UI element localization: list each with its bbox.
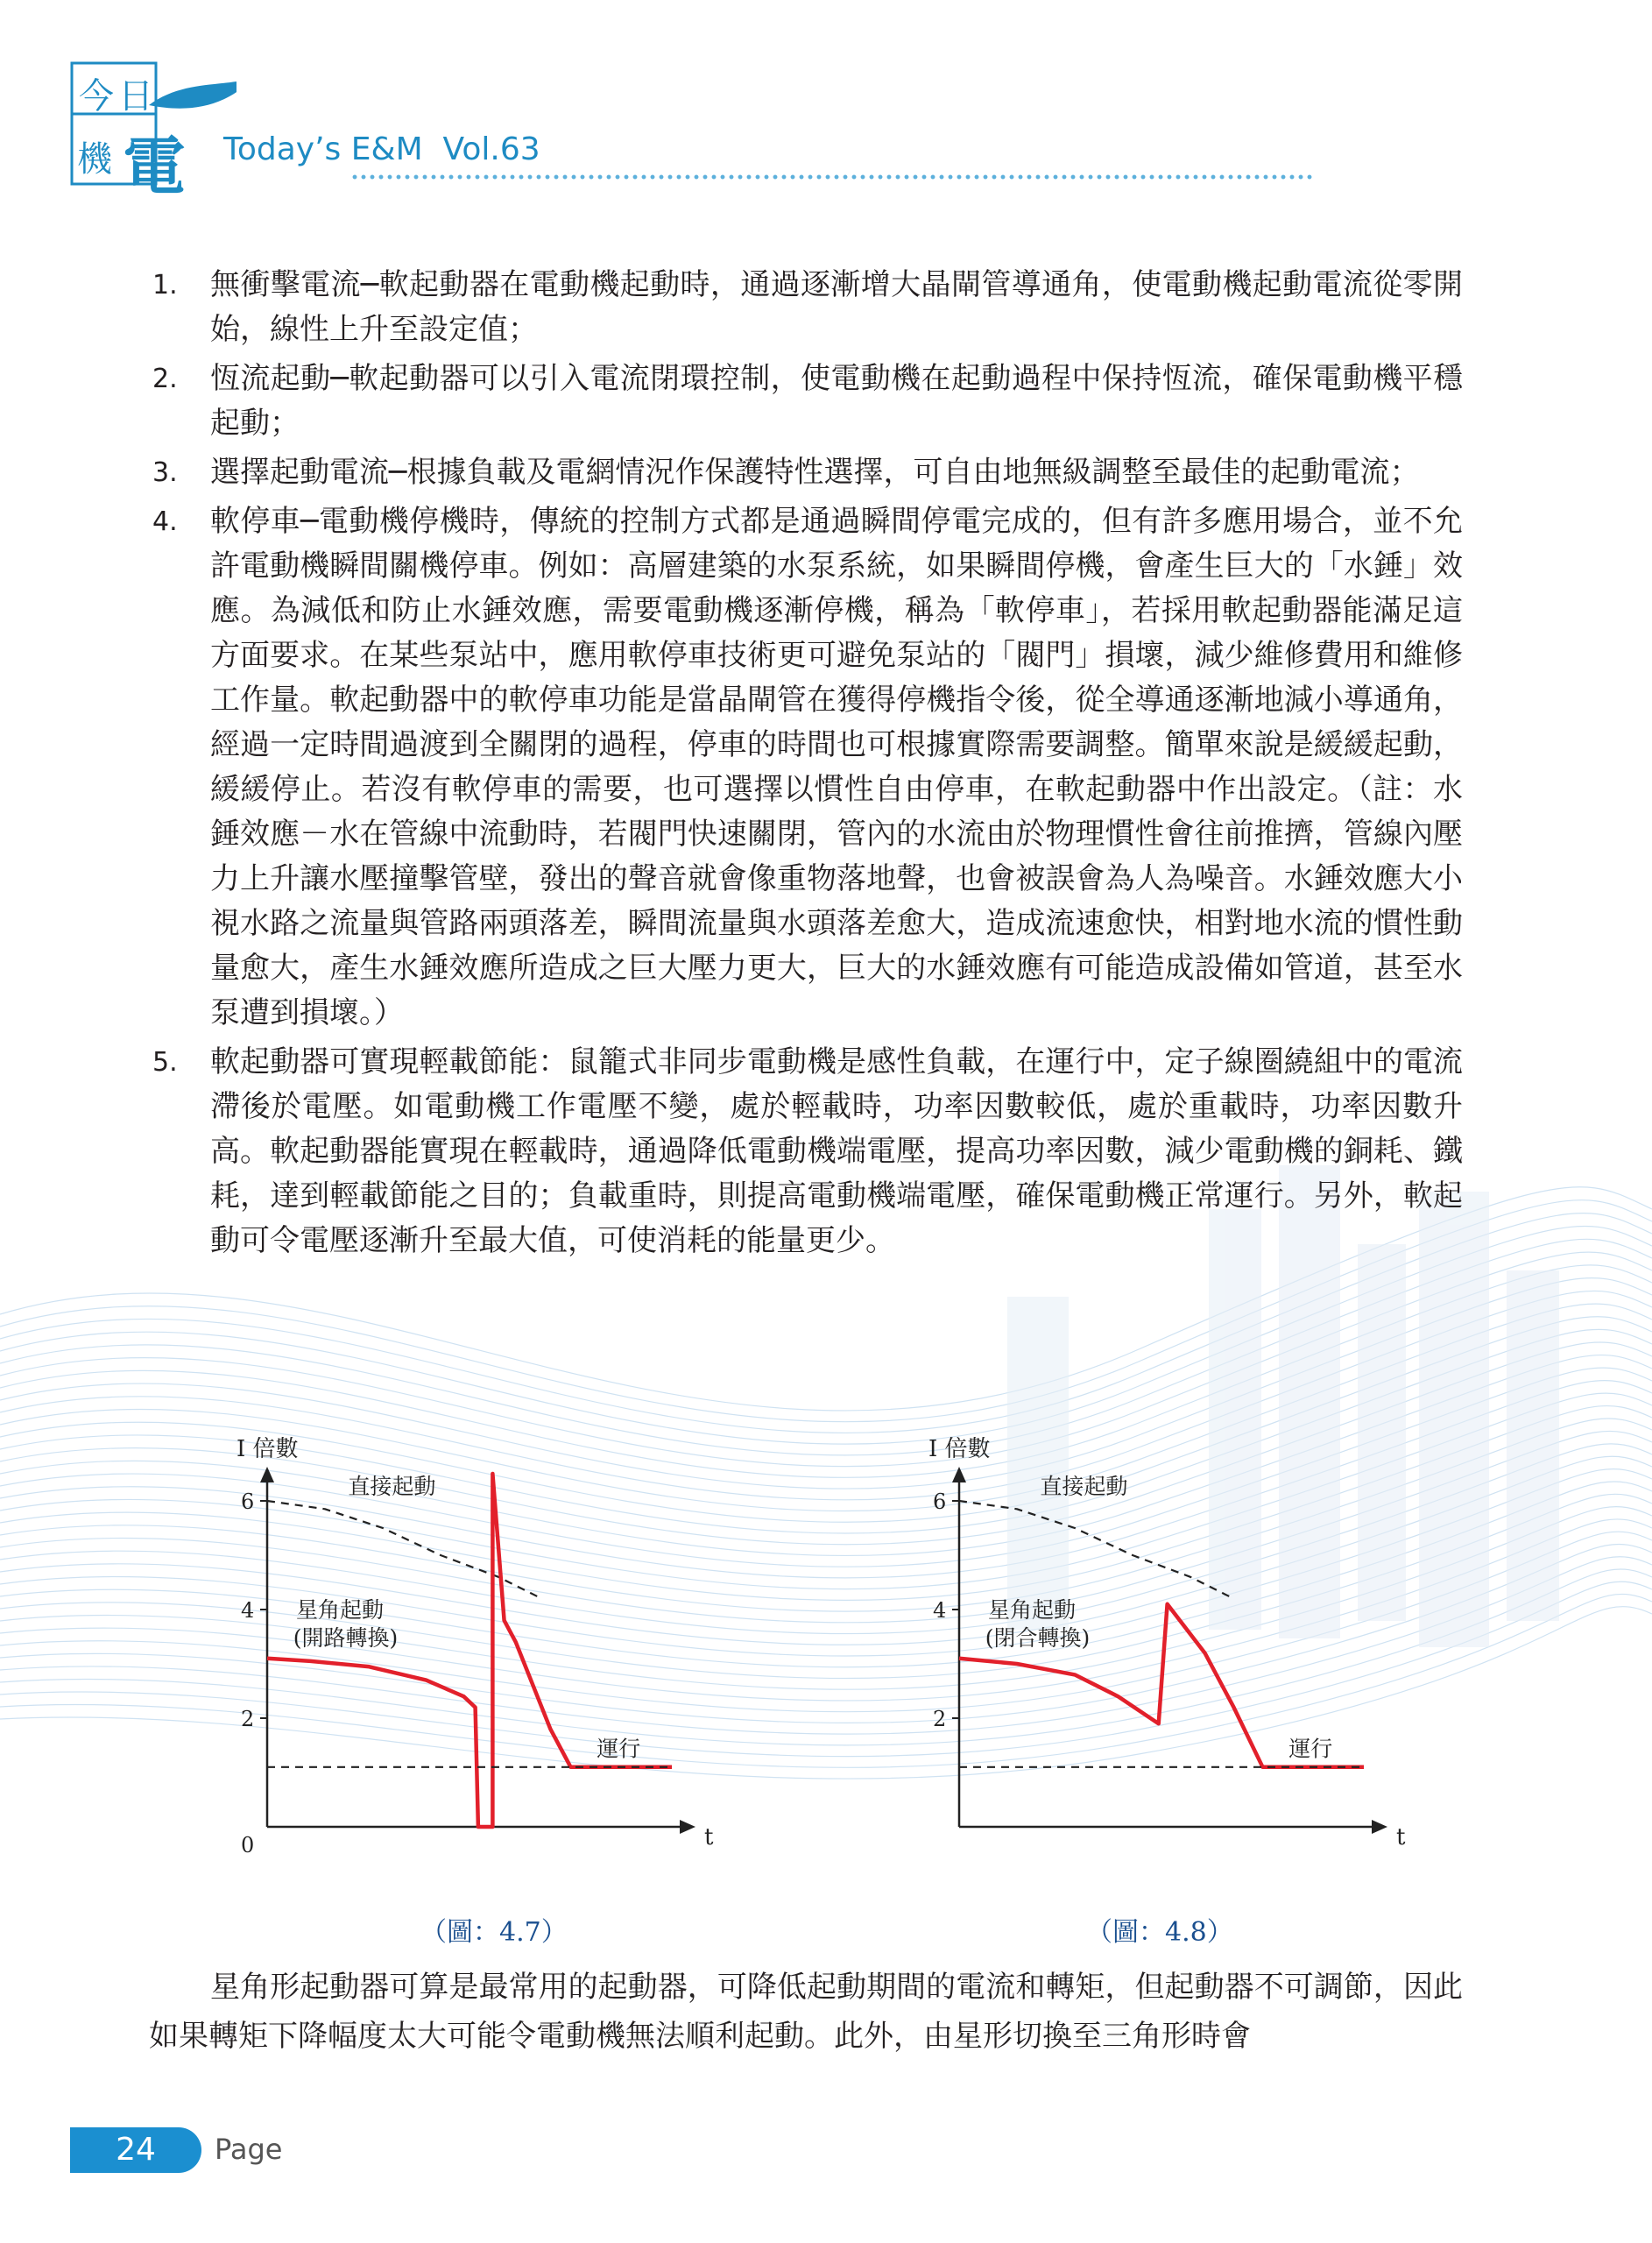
list-text: 軟起動器可實現輕載節能：鼠籠式非同步電動機是感性負載，在運行中，定子線圈繞組中的電流滯後於電壓。如電動機工作電壓不變，處於輕載時，功率因數較低，處於重載時，功率因數升高。軟起動器能實現在輕載時，通過降低電動機端電壓，提高功率因數，減少電動機的銅耗、鐵耗，達到輕載節能之目的；負載重時，則提高電動機端電壓，確保電動機正常運行。另外，軟起動可令電壓逐漸升至最大值，可使消耗的能量更少。 [210, 1044, 1463, 1258]
magazine-header [70, 61, 1314, 203]
x-axis-arrow [680, 1820, 695, 1834]
list-item [149, 499, 1463, 1036]
logo-char-1: 今 [79, 76, 114, 117]
list-number: 4. [152, 506, 178, 537]
star-delta-sublabel: (開路轉換) [293, 1625, 399, 1651]
series-line [959, 1501, 1234, 1599]
y-tick-label: 2 [241, 1707, 255, 1731]
y-tick-label: 4 [933, 1598, 947, 1623]
figures-row [201, 1437, 1463, 1954]
x-axis-label: t [1396, 1824, 1406, 1850]
y-tick-label: 0 [241, 1833, 255, 1857]
dotted-rule [350, 173, 1314, 180]
x-axis-arrow [1372, 1820, 1387, 1834]
page-label: Page [215, 2133, 283, 2166]
list-item [149, 357, 1463, 446]
list-number: 3. [152, 457, 178, 488]
y-tick-label: 4 [241, 1598, 255, 1623]
y-axis-label: I 倍數 [928, 1437, 991, 1462]
y-tick-label: 6 [933, 1489, 947, 1514]
star-delta-label: 星角起動 [296, 1597, 385, 1624]
direct-start-label: 直接起動 [348, 1474, 436, 1499]
list-text: 軟停車─電動機停機時，傳統的控制方式都是通過瞬間停電完成的，但有許多應用場合，並不允許電動機瞬間關機停車。例如：高層建築的水泵系統，如果瞬間停機，會產生巨大的「水錘」效應。為減低和防止水錘效應，需要電動機逐漸停機，稱為「軟停車」，若採用軟起動器能滿足這方面要求。在某些泵站中，應用軟停車技術更可避免泵站的「閥門」損壞，減少維修費用和維修工作量。軟起動器中的軟停車功能是當晶閘管在獲得停機指令後，從全導通逐漸地減小導通角，經過一定時間過渡到全關閉的過程，停車的時間也可根據實際需要調整。簡單來說是緩緩起動，緩緩停止。若沒有軟停車的需要，也可選擇以慣性自由停車，在軟起動器中作出設定。（註：水錘效應－水在管線中流動時，若閥門快速關閉，管內的水流由於物理慣性會往前推擠，管線內壓力上升讓水壓撞擊管壁，發出的聲音就會像重物落地聲，也會被誤會為人為噪音。水錘效應大小視水路之流量與管路兩頭落差，瞬間流量與水頭落差愈大，造成流速愈快，相對地水流的慣性動量愈大，產生水錘效應所造成之巨大壓力更大，巨大的水錘效應有可能造成設備如管道，甚至水泵遭到損壞。） [210, 504, 1463, 1030]
run-label: 運行 [597, 1736, 641, 1762]
logo-char-4: 電 [123, 130, 187, 203]
chart-4-7 [201, 1437, 762, 1910]
figure-4-7 [201, 1437, 762, 1948]
star-delta-label: 星角起動 [988, 1597, 1077, 1624]
page-number: 24 [70, 2127, 201, 2173]
run-label: 運行 [1288, 1736, 1333, 1762]
figure-4-8 [893, 1437, 1454, 1948]
list-item [149, 450, 1463, 495]
x-axis-label: t [704, 1824, 714, 1850]
y-axis-arrow [260, 1467, 274, 1482]
figure-caption: （圖：4.7） [420, 1917, 568, 1948]
magazine-name: Today’s E&M [223, 131, 423, 167]
feature-list [149, 263, 1463, 1263]
volume-number: Vol.63 [442, 131, 540, 167]
list-item [149, 263, 1463, 352]
magazine-title [223, 131, 540, 167]
figure-caption: （圖：4.8） [1086, 1917, 1233, 1948]
article-body [149, 263, 1463, 1263]
y-axis-label: I 倍數 [237, 1437, 299, 1462]
list-item [149, 1040, 1463, 1263]
chart-4-8 [893, 1437, 1454, 1910]
closing-paragraph: 星角形起動器可算是最常用的起動器，可降低起動期間的電流和轉矩，但起動器不可調節，因此如果轉矩下降幅度太大可能令電動機無法順利起動。此外，由星形切換至三角形時會 [149, 1970, 1463, 2054]
list-number: 5. [152, 1047, 178, 1078]
list-number: 1. [152, 270, 178, 301]
star-delta-sublabel: (閉合轉換) [985, 1625, 1091, 1651]
y-axis-arrow [952, 1467, 966, 1482]
direct-start-label: 直接起動 [1040, 1474, 1128, 1499]
list-text: 無衝擊電流─軟起動器在電動機起動時，通過逐漸增大晶閘管導通角，使電動機起動電流從零開始，線性上升至設定值； [210, 267, 1463, 347]
list-text: 選擇起動電流─根據負載及電網情況作保護特性選擇，可自由地無級調整至最佳的起動電流； [210, 455, 1420, 490]
y-tick-label: 6 [241, 1489, 255, 1514]
y-tick-label: 2 [933, 1707, 947, 1731]
list-number: 2. [152, 364, 178, 394]
list-text: 恆流起動─軟起動器可以引入電流閉環控制，使電動機在起動過程中保持恆流，確保電動機平穩起動； [210, 361, 1463, 441]
logo-char-3: 機 [77, 139, 112, 180]
logo-char-2: 日 [118, 76, 153, 117]
